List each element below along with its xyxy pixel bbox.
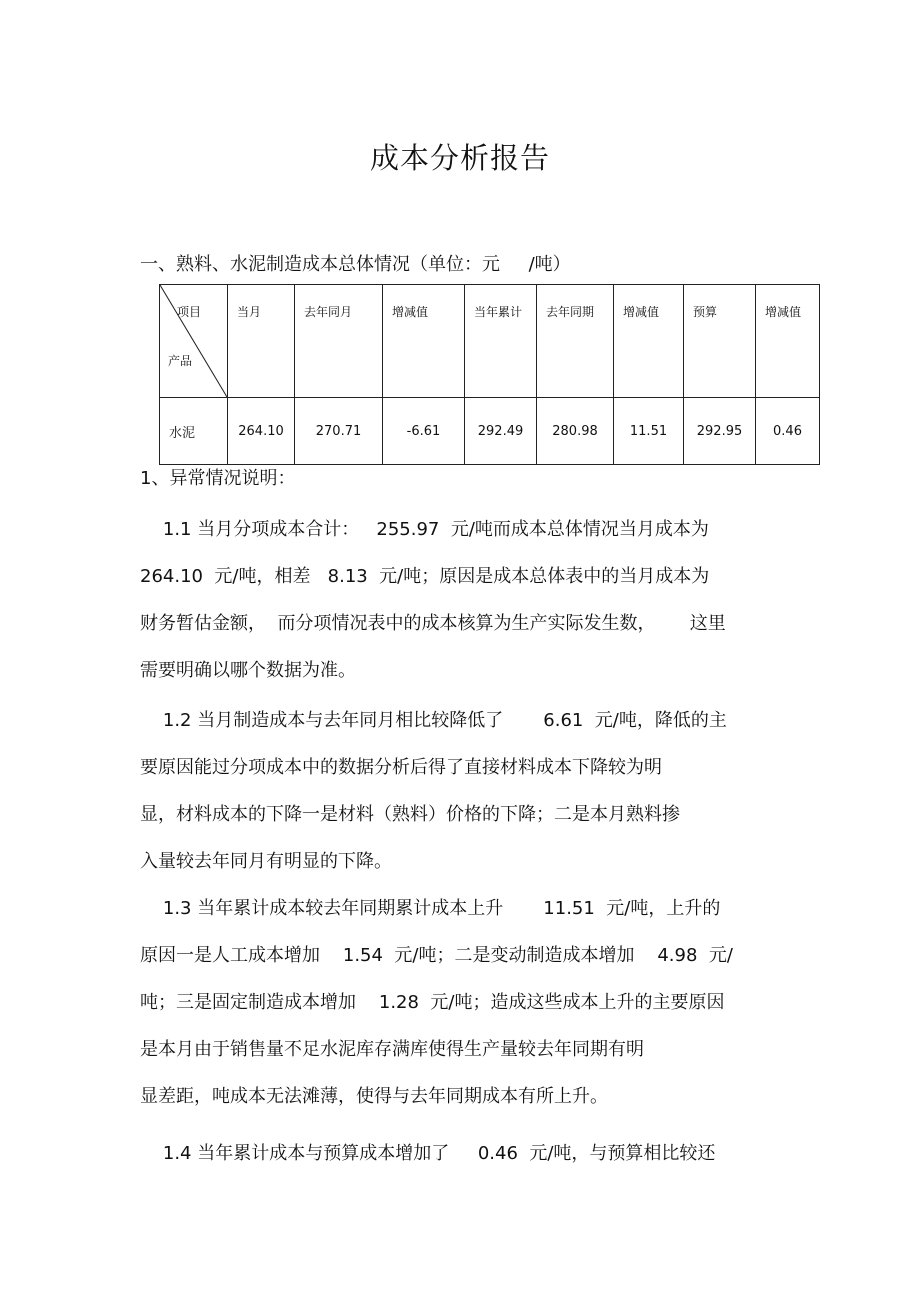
column-header: 预算 (684, 285, 756, 398)
text-line: 需要明确以哪个数据为准。 (140, 660, 356, 681)
table-cell: 280.98 (537, 398, 614, 465)
text-line: 1.3 当年累计成本较去年同期累计成本上升 11.51 元/吨，上升的 (140, 898, 721, 919)
column-header: 去年同月 (295, 285, 383, 398)
text-line: 吨；三是固定制造成本增加 1.28 元/吨；造成这些成本上升的主要原因 (140, 992, 725, 1013)
text-line: 是本月由于销售量不足水泥库存满库使得生产量较去年同期有明 (140, 1039, 644, 1060)
table-cell: 11.51 (614, 398, 684, 465)
table-cell: 264.10 (228, 398, 295, 465)
paragraph-1-4 (140, 1130, 800, 1177)
table-cell: 292.49 (465, 398, 537, 465)
corner-label-product: 产品 (168, 354, 193, 368)
text-line: 要原因能过分项成本中的数据分析后得了直接材料成本下降较为明 (140, 757, 662, 778)
column-header: 当年累计 (465, 285, 537, 398)
diagonal-divider (160, 285, 227, 397)
table-cell: -6.61 (383, 398, 465, 465)
table-cell: 270.71 (295, 398, 383, 465)
paragraph-1-1 (140, 506, 800, 694)
text-line: 财务暂估金额， 而分项情况表中的成本核算为生产实际发生数， 这里 (140, 613, 726, 634)
column-header: 去年同期 (537, 285, 614, 398)
column-header: 当月 (228, 285, 295, 398)
table-cell: 0.46 (756, 398, 820, 465)
text-line: 264.10 元/吨，相差 8.13 元/吨；原因是成本总体表中的当月成本为 (140, 566, 710, 587)
text-line: 1.2 当月制造成本与去年同月相比较降低了 6.61 元/吨，降低的主 (140, 710, 727, 731)
section-heading: 一、熟料、水泥制造成本总体情况（单位：元 /吨） (140, 254, 571, 275)
corner-header-cell (160, 285, 228, 398)
text-line: 入量较去年同月有明显的下降。 (140, 851, 392, 872)
abnormal-heading: 1、异常情况说明： (140, 468, 296, 489)
column-header: 增减值 (614, 285, 684, 398)
text-line: 显差距，吨成本无法滩薄，使得与去年同期成本有所上升。 (140, 1086, 608, 1107)
table-cell: 292.95 (684, 398, 756, 465)
text-line: 1.4 当年累计成本与预算成本增加了 0.46 元/吨，与预算相比较还 (140, 1143, 716, 1164)
cost-summary-table (159, 284, 820, 465)
row-label: 水泥 (160, 398, 228, 465)
report-title: 成本分析报告 (369, 141, 550, 175)
corner-label-item: 项目 (177, 305, 202, 319)
table-header-row (160, 285, 820, 398)
paragraph-1-2 (140, 697, 800, 885)
text-line: 1.1 当月分项成本合计： 255.97 元/吨而成本总体情况当月成本为 (140, 519, 709, 540)
table-row (160, 398, 820, 465)
paragraph-1-3 (140, 885, 800, 1120)
column-header: 增减值 (383, 285, 465, 398)
column-header: 增减值 (756, 285, 820, 398)
text-line: 原因一是人工成本增加 1.54 元/吨；二是变动制造成本增加 4.98 元/ (140, 945, 733, 966)
text-line: 显，材料成本的下降一是材料（熟料）价格的下降；二是本月熟料掺 (140, 804, 680, 825)
